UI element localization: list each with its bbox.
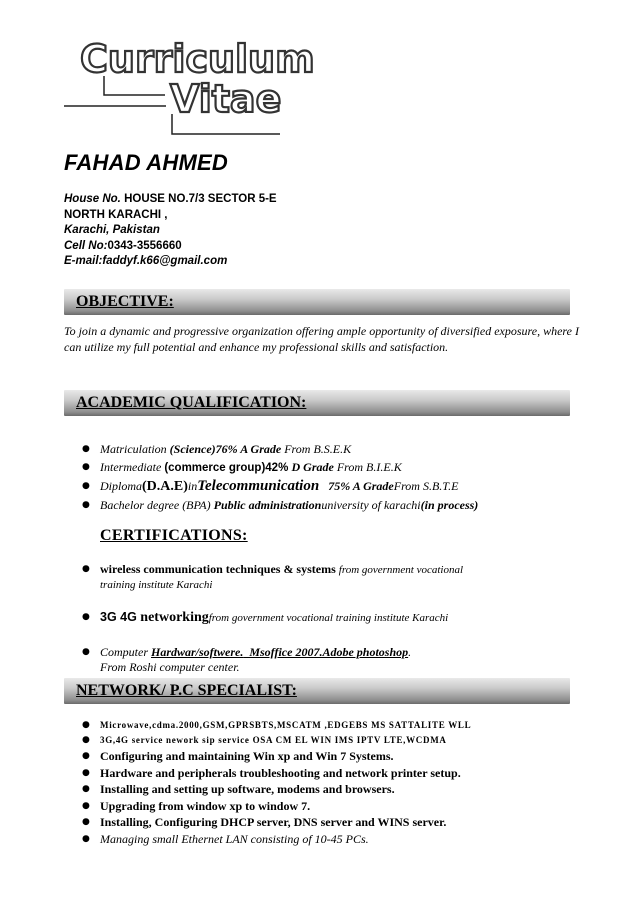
network-skills-list xyxy=(76,718,471,847)
network-header-bar xyxy=(64,678,570,704)
contact-block xyxy=(64,192,277,270)
academic-item: ● Bachelor degree (BPA) Public administrationuniversity of karachi(in process) xyxy=(82,498,479,512)
academic-item: ● Matriculation (Science)76% A Grade From B.S.E.K xyxy=(82,442,352,456)
network-skill-item: ● Microwave,cdma.2000,GSM,GPRSBTS,MSCATM ,EDGEBS MS SATTALITE WLL xyxy=(82,720,472,730)
certification-item: ● wireless communication techniques & systems from government vocational training institute Karachi xyxy=(82,562,463,591)
objective-text: To join a dynamic and progressive organization offering ample opportunity of diversified exposure, where I can utilize my full potential and enhance my professional skills and satisfaction. xyxy=(64,324,579,354)
certification-item: ● 3G 4G networkingfrom government vocational training institute Karachi xyxy=(82,610,449,625)
address-line-3: Karachi, Pakistan xyxy=(64,224,160,236)
network-skill-item: ● 3G,4G service nework sip service OSA CM EL WIN IMS IPTV LTE,WCDMA xyxy=(82,735,447,745)
network-skill-item: ● Hardware and peripherals troubleshooting and network printer setup. xyxy=(82,765,461,780)
network-heading: NETWORK/ P.C SPECIALIST: xyxy=(76,682,297,699)
objective-header-bar xyxy=(64,289,570,315)
objective-heading: OBJECTIVE: xyxy=(76,293,174,310)
applicant-name: FAHAD AHMED xyxy=(64,150,228,175)
svg-text:Curriculum: Curriculum xyxy=(80,37,315,81)
academic-list xyxy=(76,440,478,514)
address-line-2: NORTH KARACHI , xyxy=(64,208,168,221)
academic-header-bar xyxy=(64,390,570,416)
cell-number: Cell No:0343-3556660 xyxy=(64,239,182,252)
network-skill-item: ● Configuring and maintaining Win xp and Win 7 Systems. xyxy=(82,749,394,763)
email: E-mail:faddyf.k66@gmail.com xyxy=(64,255,228,267)
academic-heading: ACADEMIC QUALIFICATION: xyxy=(76,394,307,411)
network-skill-item: ● Managing small Ethernet LAN consisting of 10-45 PCs. xyxy=(82,831,369,846)
certifications-heading: CERTIFICATIONS: xyxy=(100,527,248,544)
academic-item: ● Intermediate (commerce group)42% D Grade From B.I.E.K xyxy=(82,460,402,474)
certification-item: ● Computer Hardwar/softwere. Msoffice 2007.Adobe photoshop. From Roshi computer center. xyxy=(82,645,412,674)
academic-item: ● Diploma(D.A.E)inTelecommunication 75% A GradeFrom S.B.T.E xyxy=(82,478,459,494)
network-skill-item: ● Upgrading from window xp to window 7. xyxy=(82,798,311,813)
curriculum-vitae-logo xyxy=(70,30,315,140)
certifications-list xyxy=(76,562,463,675)
svg-text:Vitae: Vitae xyxy=(170,77,282,121)
address-line-1: House No. HOUSE NO.7/3 SECTOR 5-E xyxy=(64,193,277,205)
network-skill-item: ● Installing, Configuring DHCP server, DNS server and WINS server. xyxy=(82,815,447,829)
network-skill-item: ● Installing and setting up software, modems and browsers. xyxy=(82,782,395,796)
